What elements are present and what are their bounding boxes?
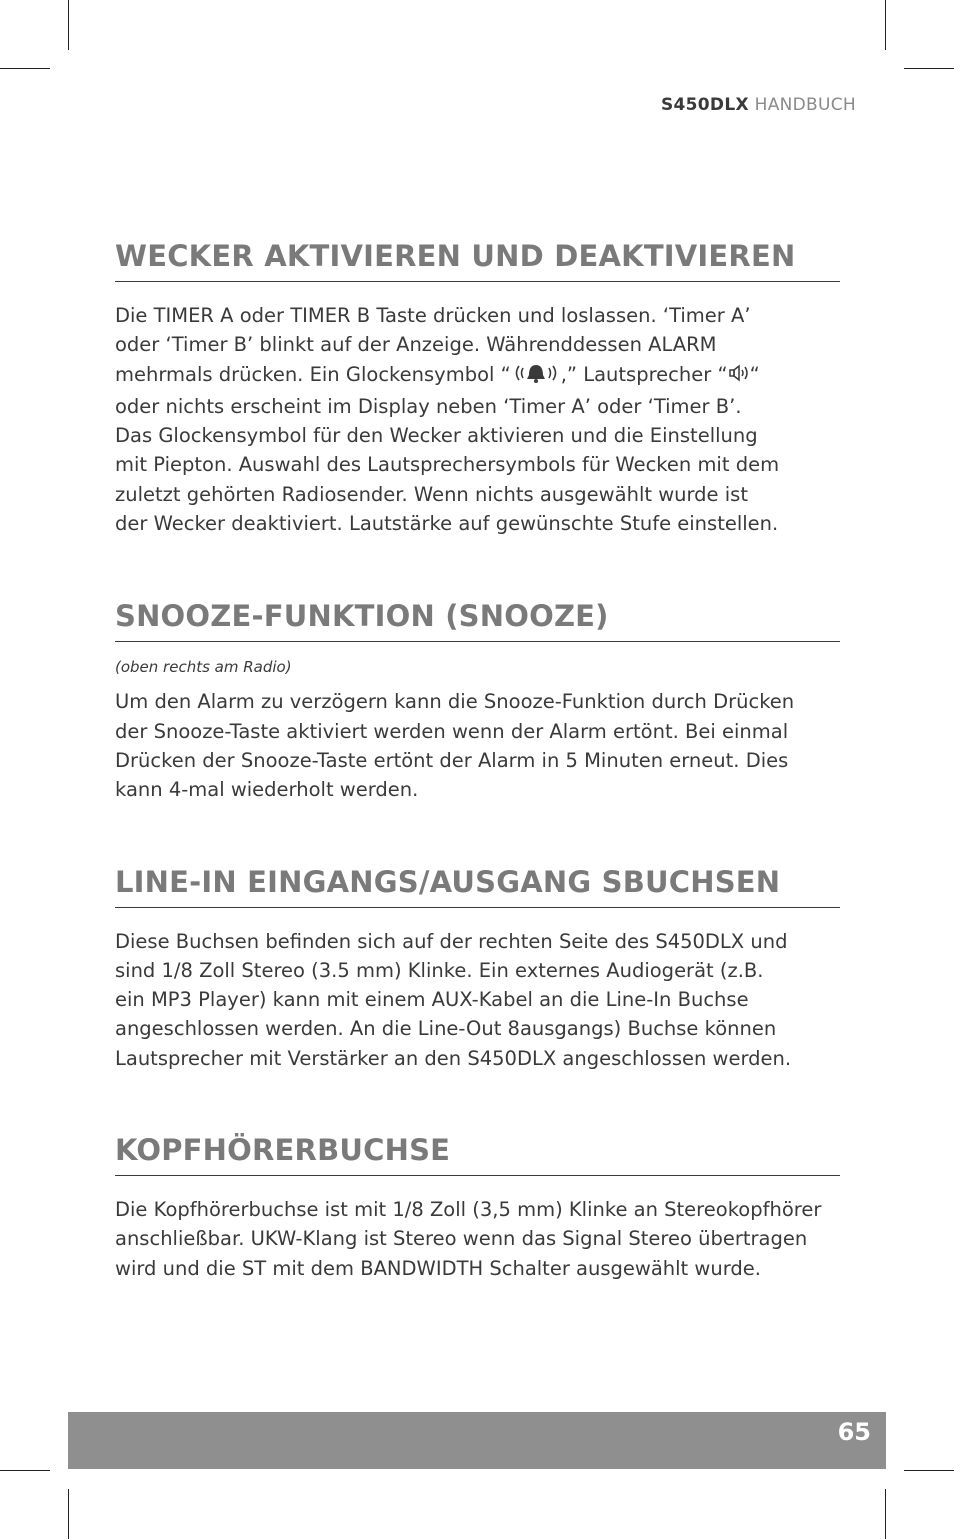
crop-mark <box>0 68 50 69</box>
section-title-snooze: SNOOZE-FUNKTION (SNOOZE) <box>115 596 840 642</box>
speaker-icon <box>728 362 750 392</box>
crop-mark <box>885 1489 886 1539</box>
section-text-snooze: Um den Alarm zu verzögern kann die Snooze-Funktion durch Drücken der Snooze-Taste aktiviert werden wenn der Alarm ertönt. Bei einmal Drücken der Snooze-Taste ertönt der Alarm in 5 Minuten erneut. Dies kann 4-mal wiederholt werden. <box>115 690 795 802</box>
crop-mark <box>904 68 954 69</box>
crop-mark <box>68 0 69 50</box>
section-text-alarm <box>115 301 840 538</box>
section-text-headphones: Die Kopfhörerbuchse ist mit 1/8 Zoll (3,5 mm) Klinke an Stereokopfhörer anschließbar. UKW-Klang ist Stereo wenn das Signal Stereo übertragen wird und die ST mit dem BANDWIDTH Schalter ausgewählt wurde. <box>115 1198 822 1280</box>
header-word: HANDBUCH <box>754 95 856 115</box>
crop-mark <box>0 1470 50 1471</box>
crop-mark <box>885 0 886 50</box>
page-number: 65 <box>837 1418 871 1446</box>
section-title-headphones: KOPFHÖRERBUCHSE <box>115 1130 840 1176</box>
footer-bar <box>68 1412 886 1469</box>
page-content <box>115 236 840 1283</box>
section-title-line-in: LINE-IN EINGANGS/AUSGANG SBUCHSEN <box>115 862 840 908</box>
section-title-alarm: WECKER AKTIVIEREN UND DEAKTIVIEREN <box>115 236 840 282</box>
alarm-text-part2: ,” Lautsprecher “ <box>560 362 728 386</box>
section-text-line-in: Diese Buchsen befinden sich auf der rechten Seite des S450DLX und sind 1/8 Zoll Stereo (3.5 mm) Klinke. Ein externes Audiogerät (z.B. ein MP3 Player) kann mit einem AUX-Kabel an die Line-In Buchse angeschlossen werden. An die Line-Out 8ausgangs) Buchse können Lautsprecher mit Verstärker an den S450DLX angeschlossen werden. <box>115 929 792 1070</box>
running-header <box>661 95 856 115</box>
crop-mark <box>68 1489 69 1539</box>
alarm-text-part3: “ oder nichts erscheint im Display neben ‘Timer A’ oder ‘Timer B’. Das Glockensymbol für den Wecker aktivieren und die Einstellung mit Piepton. Auswahl des Lautsprechersymbols für Wecken mit dem zuletzt gehörten Radiosender. Wenn nichts ausgewählt wurde ist der Wecker deaktiviert. Lautstärke auf gewünschte Stufe einstellen. <box>115 362 780 536</box>
bell-icon <box>511 362 561 392</box>
alarm-text-part1: Die TIMER A oder TIMER B Taste drücken und loslassen. ‘Timer A’ oder ‘Timer B’ blinkt auf der Anzeige. Währenddessen ALARM mehrmals drücken. Ein Glockensymbol “ <box>115 304 751 386</box>
crop-mark <box>904 1470 954 1471</box>
section-note-snooze: (oben rechts am Radio) <box>115 658 292 677</box>
header-model: S450DLX <box>661 95 749 115</box>
